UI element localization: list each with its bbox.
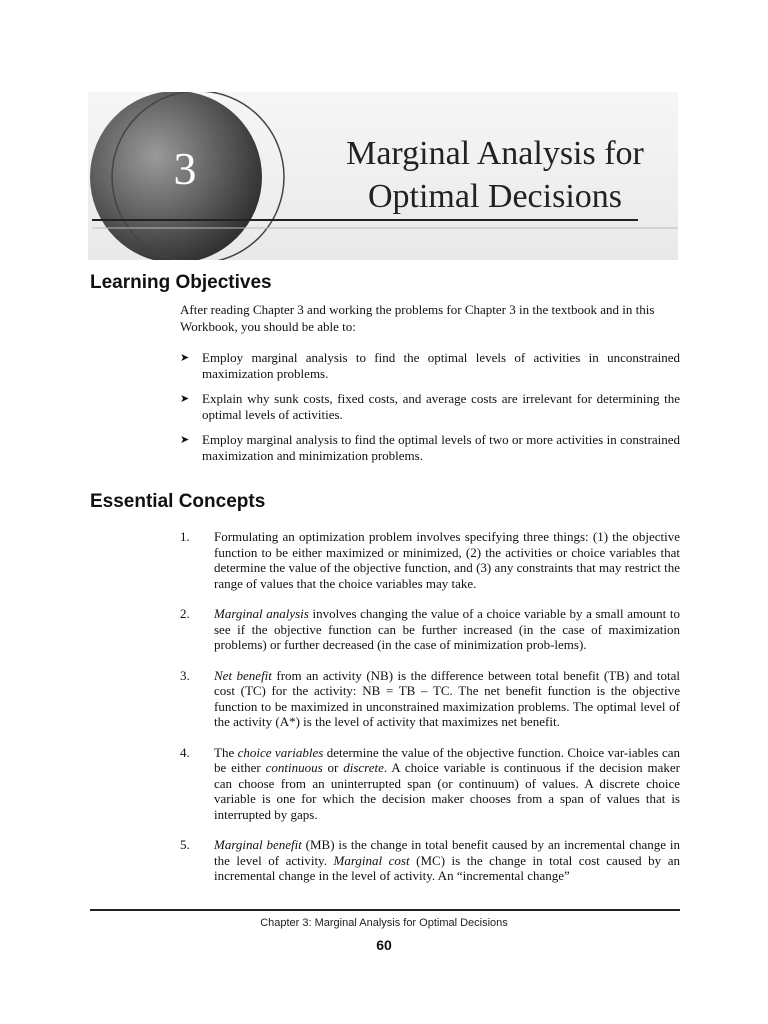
chapter-number: 3 bbox=[173, 143, 197, 194]
arrow-bullet-icon: ➤ bbox=[180, 434, 190, 446]
page-number: 60 bbox=[376, 937, 392, 953]
concept-item: 4. The choice variables determine the value of the objective function. Choice var-iables can be either continuous or discrete. A choice variable is continuous if the decision maker can choose from an uninterrupted span (or continuum) of values. A discrete choice variable is one for which the decision maker chooses from a span of values that is interrupted by gaps. bbox=[180, 744, 680, 822]
concept-number: 1. bbox=[180, 529, 190, 544]
learning-objectives-intro: After reading Chapter 3 and working the problems for Chapter 3 in the textbook and in this Workbook, you should be able to: bbox=[180, 302, 655, 334]
footer-rule bbox=[90, 909, 680, 911]
objective-item: ➤ Employ marginal analysis to find the optimal levels of activities in unconstrained maximization problems. bbox=[180, 350, 680, 381]
objective-item: ➤ Employ marginal analysis to find the optimal levels of two or more activities in constrained maximization and minimization problems. bbox=[180, 432, 680, 463]
footer-chapter-label: Chapter 3: Marginal Analysis for Optimal Decisions bbox=[260, 917, 508, 929]
concept-term: Marginal analysis bbox=[214, 606, 309, 621]
concept-term: Marginal cost bbox=[333, 852, 410, 868]
concept-term: Marginal benefit bbox=[214, 837, 302, 852]
concept-item: 1. Formulating an optimization problem involves specifying three things: (1) the objective function to be either maximized or minimized, (2) the activities or choice variables that determine the value of the objective function, and (3) any constraints that may restrict the range of values that the choice variables may take. bbox=[180, 529, 680, 591]
chapter-title-line1: Marginal Analysis for bbox=[346, 135, 644, 172]
essential-concepts-heading: Essential Concepts bbox=[90, 491, 266, 512]
concept-term: discrete bbox=[343, 760, 384, 775]
chapter-title bbox=[320, 132, 670, 218]
chapter-title-line2: Optimal Decisions bbox=[367, 178, 623, 215]
concept-number: 2. bbox=[180, 606, 190, 621]
learning-objectives-list bbox=[180, 350, 680, 473]
arrow-bullet-icon: ➤ bbox=[180, 352, 190, 364]
concept-item: 2. Marginal analysis involves changing the value of a choice variable by a small amount to see if the objective function can be further increased (in the case of maximization problems) or further decreased (in the case of minimization prob-lems). bbox=[180, 606, 680, 652]
concept-number: 5. bbox=[180, 837, 190, 852]
arrow-bullet-icon: ➤ bbox=[180, 393, 190, 405]
concept-term: choice variables bbox=[237, 744, 324, 760]
essential-concepts-list bbox=[180, 529, 680, 899]
objective-item: ➤ Explain why sunk costs, fixed costs, and average costs are irrelevant for determining the optimal levels of activities. bbox=[180, 391, 680, 422]
concept-item: 5. Marginal benefit (MB) is the change in total benefit caused by an incremental change in the level of activity. Marginal cost (MC) is the change in total cost caused by an incremental change in the level of activity. An “incremental change” bbox=[180, 837, 680, 883]
chapter-banner bbox=[88, 92, 678, 260]
concept-number: 3. bbox=[180, 667, 190, 683]
learning-objectives-heading: Learning Objectives bbox=[90, 272, 272, 293]
concept-term: continuous bbox=[265, 760, 323, 775]
concept-number: 4. bbox=[180, 744, 190, 760]
concept-item: 3. Net benefit from an activity (NB) is the difference between total benefit (TB) and total cost (TC) for the activity: NB = TB – TC. The net benefit function is the objective function to be maximized in unconstrained maximization problems. The optimal level of the activity (A*) is the level of activity that maximizes net benefit. bbox=[180, 667, 680, 729]
concept-term: Net benefit bbox=[214, 667, 272, 683]
